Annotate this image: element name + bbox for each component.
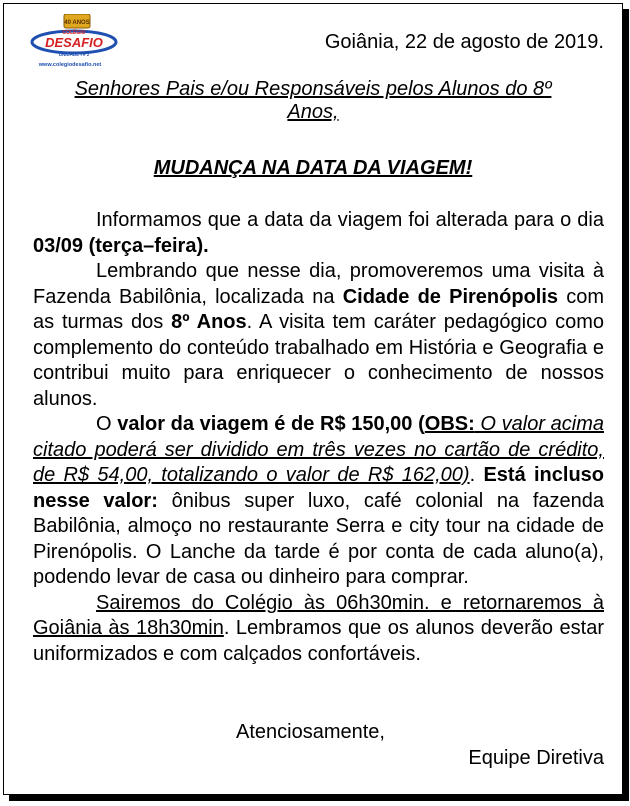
letter-body	[33, 208, 604, 667]
p4-schedule: Sairemos do Colégio às 06h30min. e retornaremos à Goiânia às 18h30min	[33, 591, 604, 639]
paragraph-schedule	[33, 591, 604, 668]
p3-included-text: ônibus super luxo, café colonial na fazenda Babilônia, almoço no restaurante Serra e city tour na cidade de Pirenópolis. O Lanche da tarde é por conta de cada aluno(a), podendo levar de casa ou dinheiro para comprar.	[33, 489, 604, 588]
p3-price: valor da viagem é de R$ 150,00 (	[117, 413, 425, 435]
p1-new-date: 03/09 (terça–feira).	[33, 234, 209, 257]
signature: Equipe Diretiva	[468, 747, 604, 769]
p4-text: . Lembramos que os alunos deverão estar uniformizados e com calçados confortáveis.	[33, 617, 604, 665]
school-logo	[24, 14, 124, 68]
p2-text-3: . A visita tem caráter pedagógico como complemento do conteúdo trabalhado em História e Geografia e contribui muito para enriquecer o conhecimento de nossos alunos.	[33, 311, 605, 410]
badge-text: 40 ANOS	[64, 20, 90, 26]
p3-obs-label: OBS:	[424, 413, 475, 435]
p3-obs-text: O valor acima citado poderá ser dividido em três vezes no cartão de crédito, de R$ 54,00, totalizando o valor de R$ 162,00)	[33, 413, 604, 486]
paragraph-visit	[33, 259, 604, 412]
logo-unit: UNIDADE I e 2	[58, 52, 90, 57]
school-logo-graphic	[24, 14, 124, 68]
p2-city: Cidade de Pirenópolis	[342, 285, 559, 308]
paragraph-date-change	[33, 208, 604, 259]
logo-top-word: COLÉGIO	[62, 30, 86, 36]
p2-text-1: Lembrando que nesse dia, promoveremos uma visita à Fazenda Babilônia, localizada na	[33, 260, 604, 308]
p1-text: Informamos que a data da viagem foi alterada para o dia	[96, 209, 604, 231]
p2-grade: 8º Anos	[171, 311, 247, 333]
greeting-line-1: Senhores Pais e/ou Responsáveis pelos Alunos do 8º	[74, 78, 552, 100]
paragraph-price	[33, 412, 604, 591]
headline: MUDANÇA NA DATA DA VIAGEM!	[153, 157, 473, 179]
greeting-line-2: Anos,	[287, 101, 339, 123]
p3-text-1: O	[96, 413, 118, 435]
p3-included-label: Está incluso nesse valor:	[33, 464, 604, 512]
letter-page	[3, 3, 623, 795]
p2-text-2: com as turmas dos	[33, 285, 605, 333]
greeting	[24, 78, 602, 124]
logo-brand: DESAFIO	[45, 35, 103, 50]
p3-text-2: .	[469, 464, 484, 486]
logo-url: www.colegiodesafio.net	[38, 62, 102, 68]
closing: Atenciosamente,	[236, 721, 385, 743]
letter-date: Goiânia, 22 de agosto de 2019.	[324, 31, 604, 53]
